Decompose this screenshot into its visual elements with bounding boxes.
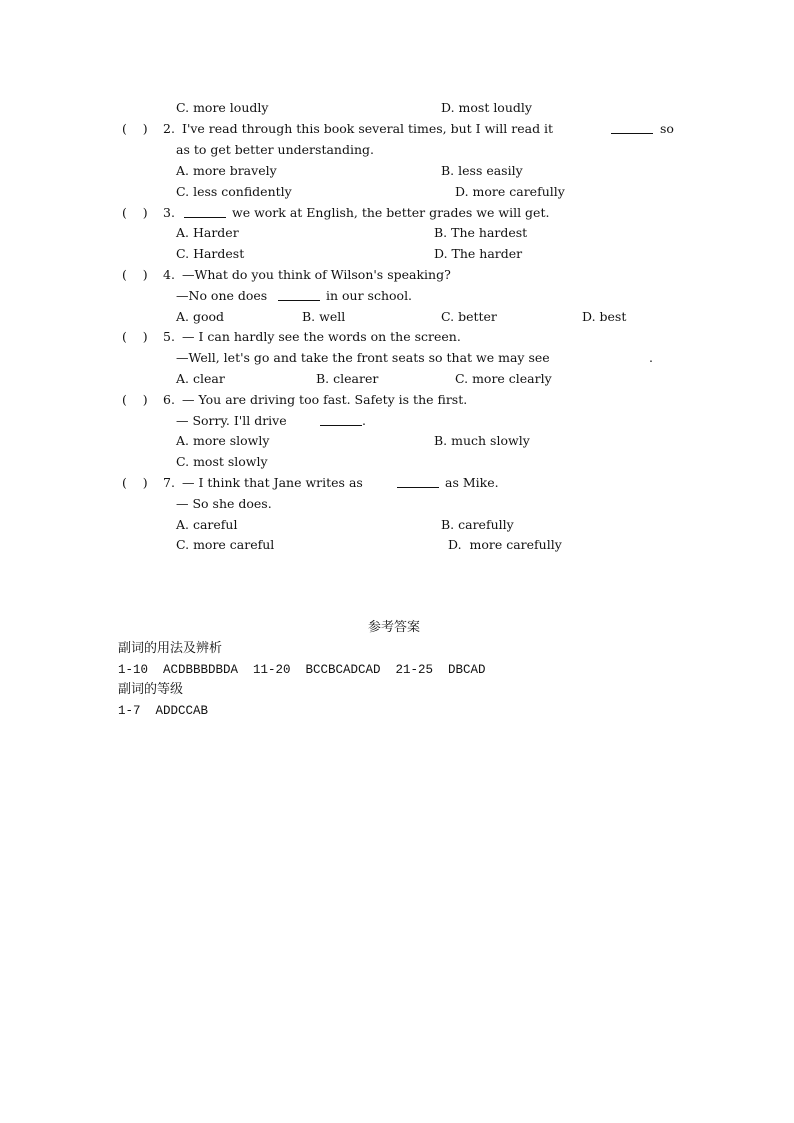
q4-blank xyxy=(278,289,320,301)
q2-blank xyxy=(611,122,653,134)
q4-option-b: B. well xyxy=(302,309,346,324)
q1-option-c: C. more loudly xyxy=(176,100,269,115)
q2-stem-part2: so xyxy=(660,121,674,136)
q2-stem-part1: I've read through this book several times, but I will read it xyxy=(182,121,554,136)
q3-number: 3. xyxy=(163,205,175,220)
q5-option-a: A. clear xyxy=(176,371,225,386)
answer-section1-title: 副词的用法及辨析 xyxy=(118,641,223,656)
q1-option-d: D. most loudly xyxy=(441,100,532,115)
q7-option-c: C. more careful xyxy=(176,537,275,552)
q2-option-b: B. less easily xyxy=(441,163,523,178)
q7-line2: — So she does. xyxy=(176,496,272,511)
q4-line2-part1: —No one does xyxy=(176,288,268,303)
q6-blank xyxy=(320,414,362,426)
answer-section2-title: 副词的等级 xyxy=(118,682,184,697)
q2-option-d: D. more carefully xyxy=(455,184,565,199)
q4-line2-part2: in our school. xyxy=(326,288,413,303)
q2-number: 2. xyxy=(163,121,175,136)
q2-option-c: C. less confidently xyxy=(176,184,292,199)
answer-section2-answers: 1-7 ADDCCAB xyxy=(118,704,209,718)
q6-number: 6. xyxy=(163,392,175,407)
q7-line1-part1: — I think that Jane writes as xyxy=(182,475,363,490)
q5-line2-part2: . xyxy=(649,350,653,365)
q6-line2-part1: — Sorry. I'll drive xyxy=(176,413,287,428)
q5-option-b: B. clearer xyxy=(316,371,379,386)
q7-line1-part2: as Mike. xyxy=(445,475,499,490)
q5-line2-part1: —Well, let's go and take the front seats so that we may see xyxy=(176,350,550,365)
q7-option-d: D. more carefully xyxy=(448,537,562,552)
q3-option-c: C. Hardest xyxy=(176,246,245,261)
q2-option-a: A. more bravely xyxy=(176,163,277,178)
q4-line1: —What do you think of Wilson's speaking? xyxy=(182,267,451,282)
q3-answer-paren: ( ) xyxy=(122,205,148,220)
q7-number: 7. xyxy=(163,475,175,490)
q5-number: 5. xyxy=(163,329,175,344)
q7-option-b: B. carefully xyxy=(441,517,514,532)
q7-answer-paren: ( ) xyxy=(122,475,148,490)
q6-line2-part2: . xyxy=(362,413,366,428)
q4-option-c: C. better xyxy=(441,309,497,324)
q3-option-b: B. The hardest xyxy=(434,225,528,240)
q5-line1: — I can hardly see the words on the screen. xyxy=(182,329,461,344)
q6-option-a: A. more slowly xyxy=(176,433,270,448)
q2-answer-paren: ( ) xyxy=(122,121,148,136)
q7-option-a: A. careful xyxy=(176,517,238,532)
q7-blank xyxy=(397,476,439,488)
q4-option-a: A. good xyxy=(176,309,225,324)
answer-key-heading: 参考答案 xyxy=(368,620,421,635)
answer-section1-answers: 1-10 ACDBBBDBDA 11-20 BCCBCADCAD 21-25 DBCAD xyxy=(118,663,486,677)
q6-line1: — You are driving too fast. Safety is the first. xyxy=(182,392,468,407)
q5-option-c: C. more clearly xyxy=(455,371,552,386)
q5-answer-paren: ( ) xyxy=(122,329,148,344)
q3-option-d: D. The harder xyxy=(434,246,523,261)
q3-option-a: A. Harder xyxy=(176,225,239,240)
q2-stem-part3: as to get better understanding. xyxy=(176,142,374,157)
q4-number: 4. xyxy=(163,267,175,282)
q3-stem: we work at English, the better grades we will get. xyxy=(232,205,550,220)
q4-option-d: D. best xyxy=(582,309,627,324)
q6-option-b: B. much slowly xyxy=(434,433,530,448)
q6-answer-paren: ( ) xyxy=(122,392,148,407)
q3-blank xyxy=(184,206,226,218)
q4-answer-paren: ( ) xyxy=(122,267,148,282)
q6-option-c: C. most slowly xyxy=(176,454,268,469)
